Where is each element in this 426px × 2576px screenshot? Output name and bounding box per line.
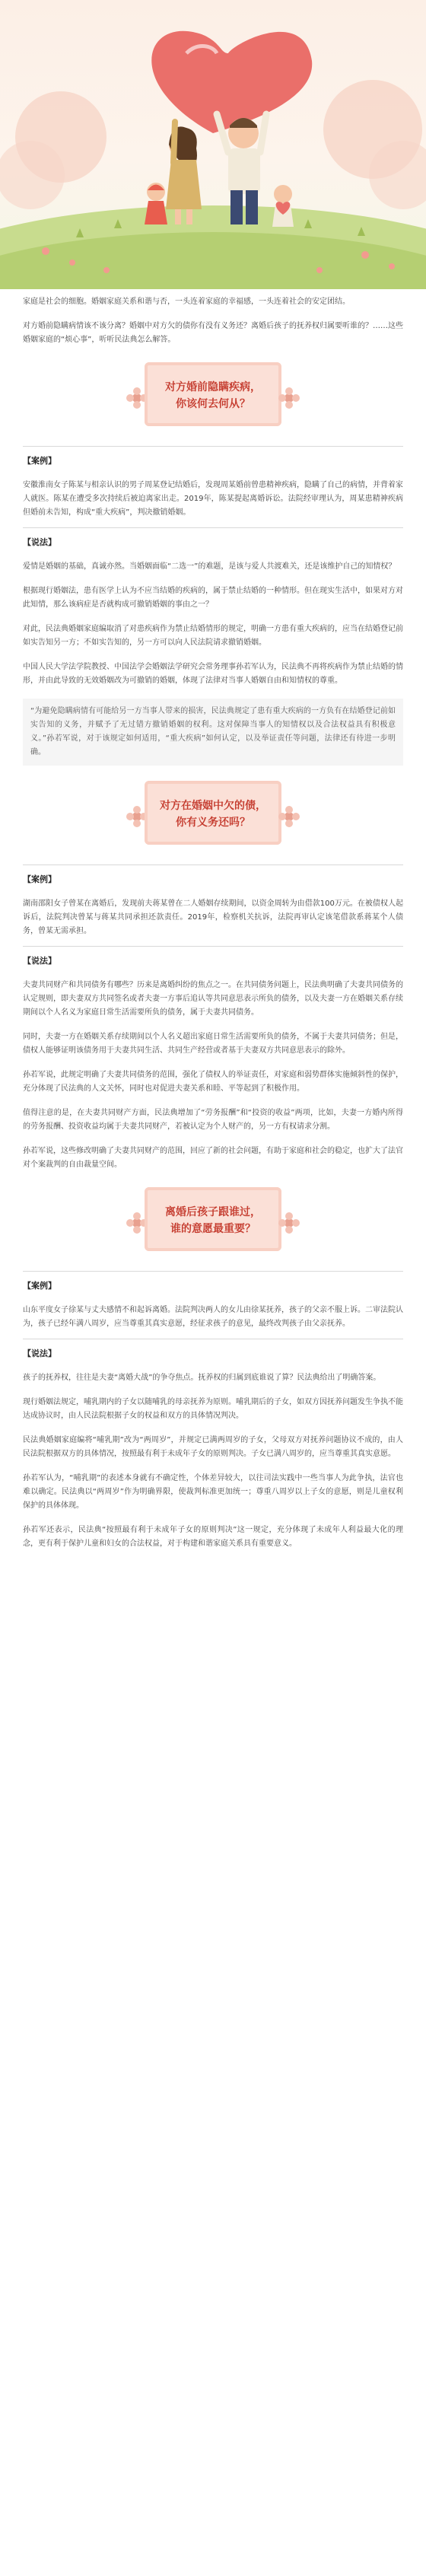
analysis-paragraph: 中国人民大学法学院教授、中国法学会婚姻法学研究会常务理事孙若军认为，民法典不再将疾病作为禁止结婚的情形，并由此导致的无效婚姻改为可撤销的婚姻，体现了法律对当事人婚姻自由和知情权的尊重。 (23, 663, 403, 685)
quote-block: “为避免隐瞒病情有可能给另一方当事人带来的损害，民法典规定了患有重大疾病的一方负有在结婚登记前如实告知的义务，并赋予了无过错方撤销婚姻的权利。这对保障当事人的知情权以及合法权益具有积极意义。”孙若军说，对于该规定如何适用，“重大疾病”如何认定，以及举证责任等问题，法律还有待进一步明确。 (23, 699, 403, 766)
analysis-paragraph: 孙若军认为，“哺乳期”的表述本身就有不确定性，个体差异较大，以往司法实践中一些当事人为此争执，法官也难以确定。民法典以“两周岁”作为明确界限，使裁判标准更加统一；尊重八周岁以上子女的意愿，则是儿童权利保护的具体体现。 (23, 1474, 403, 1510)
case-label: 【案例】 (23, 456, 56, 466)
family-heart-illustration (0, 0, 426, 289)
analysis-paragraph: 民法典婚姻家庭编将“哺乳期”改为“两周岁”，并规定已满两周岁的子女，父母双方对抚养问题协议不成的，由人民法院根据双方的具体情况，按照最有利于未成年子女的原则判决。子女已满八周岁的，应当尊重其真实意愿。 (23, 1436, 403, 1458)
analysis-label: 【说法】 (23, 956, 56, 966)
divider (23, 527, 403, 528)
analysis-paragraph: 爱情是婚姻的基础，真诚亦然。当婚姻面临“二选一”的难题，是该与爱人共渡难关，还是该维护自己的知情权？ (23, 562, 396, 571)
analysis-paragraph: 孙若军还表示，民法典“按照最有利于未成年子女的原则判决”这一规定，充分体现了未成年人利益最大化的理念，更有利于保护儿童和妇女的合法权益，对于构建和谐家庭关系具有重要意义。 (23, 1526, 403, 1548)
flower-icon (278, 387, 300, 409)
section-title-line: 你有义务还吗？ (176, 817, 250, 829)
section-title-card (145, 781, 281, 845)
divider (23, 1271, 403, 1272)
case-label: 【案例】 (23, 874, 56, 884)
analysis-paragraph: 对此，民法典婚姻家庭编取消了对患疾病作为禁止结婚情形的规定，明确一方患有重大疾病的，应当在结婚登记前如实告知另一方；不如实告知的，另一方可以向人民法院请求撤销婚姻。 (23, 625, 403, 647)
analysis-paragraph: 现行婚姻法规定，哺乳期内的子女以随哺乳的母亲抚养为原则。哺乳期后的子女，如双方因抚养问题发生争执不能达成协议时，由人民法院根据子女的权益和双方的具体情况判决。 (23, 1398, 403, 1420)
analysis-label: 【说法】 (23, 537, 56, 547)
flower-icon (278, 805, 300, 828)
analysis-label: 【说法】 (23, 1348, 56, 1358)
divider (23, 946, 403, 947)
flower-icon (278, 1212, 300, 1234)
section-title-line: 离婚后孩子跟谁过， (165, 1206, 261, 1218)
case-text: 安徽淮南女子陈某与相亲认识的男子周某登记结婚后，发现周某婚前曾患精神疾病，隐瞒了自己的病情，并背着家人就医。陈某在遭受多次持续后被迫离家出走。2019年，陈某提起离婚诉讼。法院经审理认为，周某患精神疾病但婚前未告知，构成“重大疾病”，判决撤销婚姻。 (23, 481, 403, 517)
analysis-paragraph: 同时，夫妻一方在婚姻关系存续期间以个人名义超出家庭日常生活需要所负的债务，不属于夫妻共同债务；但是，债权人能够证明该债务用于夫妻共同生活、共同生产经营或者基于夫妻双方共同意思表示的除外。 (23, 1033, 403, 1055)
section-title-line: 对方婚前隐瞒疾病， (165, 381, 261, 393)
intro-paragraph: 对方婚前隐瞒病情该不该分离？婚姻中对方欠的债你有没有义务还？离婚后孩子的抚养权归属要听谁的？……这些婚姻家庭的“烦心事”，听听民法典怎么解答。 (23, 322, 403, 344)
section-title-line: 对方在婚姻中欠的债， (160, 800, 266, 812)
hero-illustration (0, 0, 426, 289)
analysis-paragraph: 夫妻共同财产和共同债务有哪些？历来是离婚纠纷的焦点之一。在共同债务问题上，民法典明确了夫妻共同债务的认定规则，即夫妻双方共同签名或者夫妻一方事后追认等共同意思表示所负的债务，以及夫妻一方在婚姻关系存续期间以个人名义为家庭日常生活需要所负的债务，属于夫妻共同债务。 (23, 981, 403, 1017)
analysis-paragraph: 孩子的抚养权，往往是夫妻“离婚大战”的争夺焦点。抚养权的归属到底谁说了算？民法典给出了明确答案。 (23, 1374, 381, 1382)
analysis-paragraph: 孙若军说，此规定明确了夫妻共同债务的范围，强化了债权人的举证责任，对家庭和弱势群体实施倾斜性的保护，充分体现了民法典的人文关怀，同时也对促进夫妻关系和睦、平等起到了积极作用。 (23, 1071, 403, 1093)
section-title (0, 355, 426, 438)
section-title-line: 你该何去何从？ (176, 398, 250, 410)
section-title-card (145, 1187, 281, 1251)
intro-paragraph: 家庭是社会的细胞。婚姻家庭关系和谐与否，一头连着家庭的幸福感，一头连着社会的安定团结。 (23, 298, 350, 306)
analysis-paragraph: 根据现行婚姻法，患有医学上认为不应当结婚的疾病的，属于禁止结婚的一种情形。但在现实生活中，如果对方对此知情，那么该病症是否就构成可撤销婚姻的事由之一？ (23, 587, 403, 609)
case-text: 山东平度女子徐某与丈夫感情不和起诉离婚。法院判决两人的女儿由徐某抚养，孩子的父亲不服上诉。二审法院认为，孩子已经年满八周岁，应当尊重其真实意愿，经征求孩子的意见，最终改判孩子由父亲抚养。 (23, 1306, 403, 1328)
divider (23, 446, 403, 447)
section-title (0, 773, 426, 857)
section-title-line: 谁的意愿最重要？ (170, 1223, 256, 1235)
analysis-paragraph: 值得注意的是，在夫妻共同财产方面，民法典增加了“劳务报酬”和“投资的收益”两项，比如，夫妻一方婚内所得的劳务报酬、投资收益均属于夫妻共同财产，若被认定为个人财产的，另一方有权请求分割。 (23, 1109, 403, 1131)
case-text: 湖南邵阳女子曾某在离婚后，发现前夫蒋某曾在二人婚姻存续期间，以资金周转为由借款100万元。在被债权人起诉后，法院判决曾某与蒋某共同承担还款责任。2019年，检察机关抗诉，法院再审认定该笔借款系蒋某个人债务，曾某无需承担。 (23, 900, 403, 935)
case-label: 【案例】 (23, 1281, 56, 1291)
section-title (0, 1180, 426, 1263)
article-body (0, 295, 426, 1551)
analysis-paragraph: 孙若军说，这些修改明确了夫妻共同财产的范围，回应了新的社会问题，有助于家庭和社会的稳定，也扩大了法官对个案裁判的自由裁量空间。 (23, 1147, 403, 1169)
section-title-card (145, 362, 281, 426)
